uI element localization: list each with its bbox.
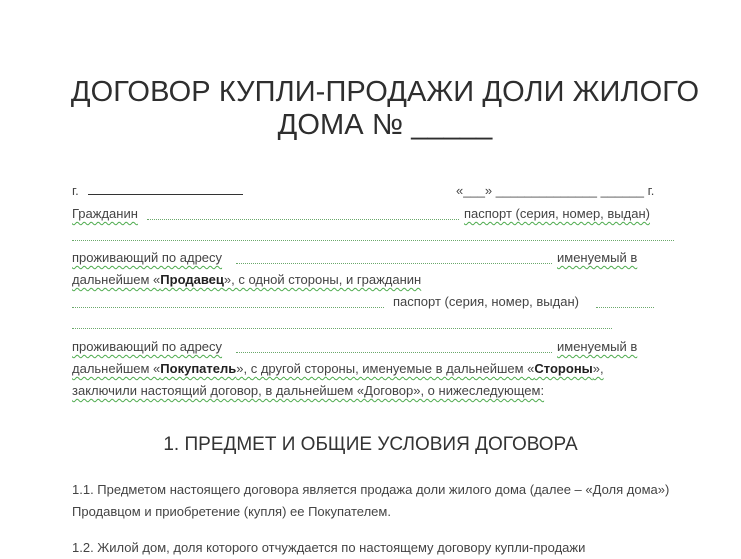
passport-label-2: паспорт (серия, номер, выдан) xyxy=(393,294,579,309)
buyer-term: Покупатель xyxy=(160,361,237,376)
residing-label: проживающий по адресу xyxy=(72,250,223,265)
passport2-tail-field[interactable] xyxy=(596,307,654,308)
passport-details-field[interactable] xyxy=(72,240,674,241)
passport-label: паспорт (серия, номер, выдан) xyxy=(464,206,650,221)
parties-term: Стороны xyxy=(534,361,593,376)
passport2-details-field[interactable] xyxy=(72,328,612,329)
city-line xyxy=(72,183,243,199)
city-blank[interactable] xyxy=(88,184,243,195)
title-line-2: ДОМА № _____ xyxy=(277,109,493,141)
citizen1-name-field[interactable] xyxy=(147,219,459,220)
concluded-line: заключили настоящий договор, в дальнейшем «Договор», о нижеследующем: xyxy=(72,383,545,398)
address-field[interactable] xyxy=(236,263,552,264)
citizen2-name-field[interactable] xyxy=(72,307,384,308)
document-title xyxy=(60,76,710,142)
citizen1-label: Гражданин xyxy=(72,206,138,221)
seller-term: Продавец xyxy=(160,272,224,287)
title-line-1: ДОГОВОР КУПЛИ-ПРОДАЖИ ДОЛИ ЖИЛОГО xyxy=(70,76,700,108)
buyer-designation: дальнейшем «Покупатель», с другой стороны, именуемые в дальнейшем «Стороны», xyxy=(72,361,604,376)
residing-label-2: проживающий по адресу xyxy=(72,339,223,354)
seller-designation: дальнейшем «Продавец», с одной стороны, и гражданин xyxy=(72,272,422,287)
address2-field[interactable] xyxy=(236,352,552,353)
clause-1-2: 1.2. Жилой дом, доля которого отчуждается по настоящему договору купли-продажи xyxy=(72,540,586,555)
named-label-2: именуемый в xyxy=(557,339,638,354)
clause-1-1: 1.1. Предметом настоящего договора является продажа доли жилого дома (далее – «Доля дома») Продавцом и приобретение (купля) ее Покупателем. xyxy=(72,482,670,519)
city-prefix: г. xyxy=(72,183,79,198)
date-line: «___» ______________ ______ г. xyxy=(456,183,655,198)
named-label: именуемый в xyxy=(557,250,638,265)
section-1-heading: 1. ПРЕДМЕТ И ОБЩИЕ УСЛОВИЯ ДОГОВОРА xyxy=(163,434,578,455)
